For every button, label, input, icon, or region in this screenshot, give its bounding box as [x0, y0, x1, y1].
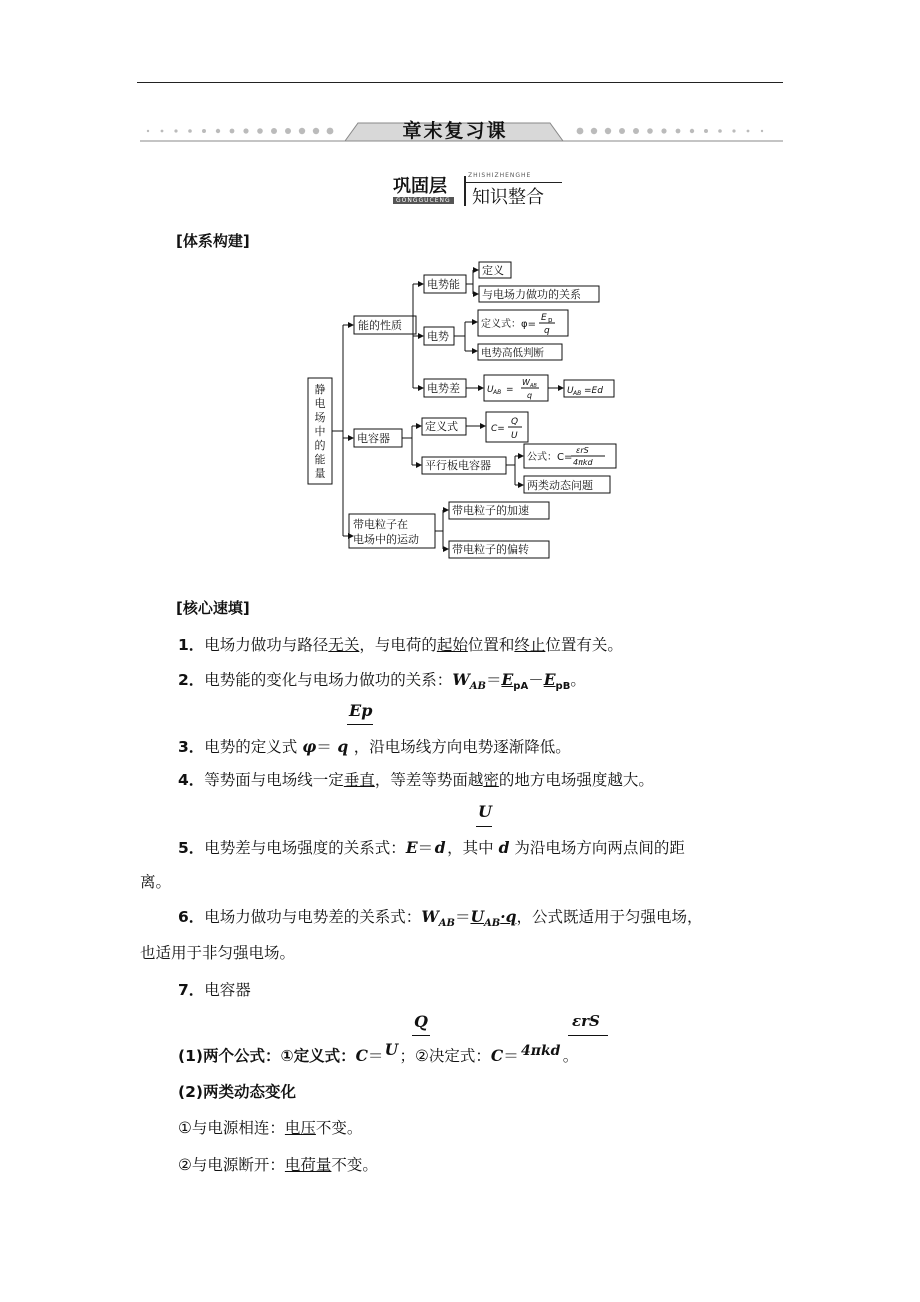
core-item-2: 2．电势能的变化与电场力做功的关系：$W_{AB}=E_{pA}-E_{pB}$。 [178, 670, 586, 693]
node-pdiff: 电势差 [427, 382, 460, 395]
core-heading: [核心速填] [176, 599, 250, 617]
c-det-bar [568, 1035, 608, 1036]
e-fraction-num: U [478, 802, 492, 821]
core-item-5-cont: 离。 [140, 873, 172, 891]
node-accel: 带电粒子的加速 [452, 504, 529, 517]
core-item-5: 5．电势差与电场强度的关系式：E＝ d ，其中 d 为沿电场方向两点间的距 [178, 838, 685, 857]
core-item-7: 7．电容器 [178, 981, 251, 999]
c-def-bar [412, 1035, 430, 1036]
node-pot-num-sub: p [548, 316, 553, 324]
node-motion-l2: 电场中的运动 [353, 533, 419, 546]
node-cap-def: 定义式 [425, 420, 458, 433]
root-char-1: 静 [314, 383, 326, 396]
node-pe: 电势能 [427, 278, 460, 291]
node-capacitor: 电容器 [357, 432, 390, 445]
node-cap-formula-den: 4πkd [573, 458, 593, 467]
e-fraction-bar [476, 826, 492, 827]
node-cap-parallel: 平行板电容器 [425, 459, 491, 472]
top-rule [137, 82, 783, 83]
node-pdiff-f1-num: W [522, 378, 530, 387]
chapter-title: 章末复习课 [402, 120, 508, 142]
node-pe-def: 定义 [482, 264, 504, 277]
phi-fraction-num: Ep [349, 701, 373, 720]
phi-fraction-bar [347, 724, 373, 725]
root-char-6: 能 [314, 453, 326, 466]
node-pot-judge: 电势高低判断 [481, 347, 544, 359]
node-pe-rel: 与电场力做功的关系 [482, 288, 581, 301]
node-motion-l1: 带电粒子在 [353, 518, 408, 531]
node-cap-def-num: Q [511, 417, 519, 427]
core-formulas: (1)两个公式：①定义式：C＝U；②决定式：C＝ 4πkd 。 [178, 1040, 579, 1065]
core-dyn-2: ②与电源断开：电荷量不变。 [178, 1156, 378, 1174]
core-dyn-1: ①与电源相连：电压不变。 [178, 1119, 363, 1137]
root-char-5: 的 [314, 439, 326, 452]
core-item-3: 3．电势的定义式 φ＝ q ，沿电场线方向电势逐渐降低。 [178, 737, 571, 756]
system-heading: [体系构建] [176, 232, 250, 250]
node-cap-def-f: C= [491, 424, 505, 434]
node-cap-formula: 公式：C= [527, 452, 573, 463]
root-char-2: 电 [314, 397, 326, 410]
section-title-right: 知识整合 [472, 187, 544, 208]
node-pdiff-f1-sub: AB [493, 389, 502, 396]
section-divider [464, 176, 466, 206]
root-char-7: 量 [314, 467, 326, 480]
concept-map [305, 258, 625, 563]
core-item-4: 4．等势面与电场线一定垂直，等差等势面越密的地方电场强度越大。 [178, 771, 654, 789]
core-item-6-cont: 也适用于非匀强电场。 [140, 944, 296, 962]
core-item-6: 6．电场力做功与电势差的关系式：$W_{AB}=U_{AB}\cdot q$，公式既适用于匀强电场， [178, 907, 703, 930]
node-pdiff-f1-den: q [527, 391, 533, 400]
root-char-3: 场 [314, 411, 326, 424]
core-dyn-heading: (2)两类动态变化 [178, 1083, 296, 1101]
node-pot-def: 定义式：φ= [481, 319, 536, 330]
section-subtitle-left: GONGGUCENG [393, 197, 454, 204]
section-subtitle-right: ZHISHIZHENGHE [468, 172, 532, 179]
node-pdiff-f2-rhs: =Ed [584, 386, 603, 396]
node-potential: 电势 [427, 330, 449, 343]
node-nature: 能的性质 [358, 319, 402, 332]
section-title-left: 巩固层 [393, 176, 447, 197]
node-cap-formula-num: εrS [576, 446, 589, 455]
node-pot-den: q [544, 326, 550, 336]
core-item-1: 1．电场力做功与路径无关，与电荷的起始位置和终止位置有关。 [178, 636, 623, 654]
node-pdiff-f1: U [487, 385, 494, 395]
node-pdiff-f2-sub: AB [573, 390, 582, 397]
node-cap-dyn: 两类动态问题 [527, 479, 593, 492]
node-pdiff-f1-num-sub: AB [530, 383, 537, 389]
node-cap-def-den: U [511, 431, 518, 441]
root-char-4: 中 [314, 425, 326, 438]
node-pdiff-f2: U [567, 386, 574, 396]
c-def-num: Q [414, 1012, 428, 1031]
node-pdiff-eq: = [506, 385, 514, 395]
c-det-num: εrS [572, 1012, 600, 1030]
node-deflect: 带电粒子的偏转 [452, 543, 529, 556]
node-pot-num: E [541, 313, 547, 323]
